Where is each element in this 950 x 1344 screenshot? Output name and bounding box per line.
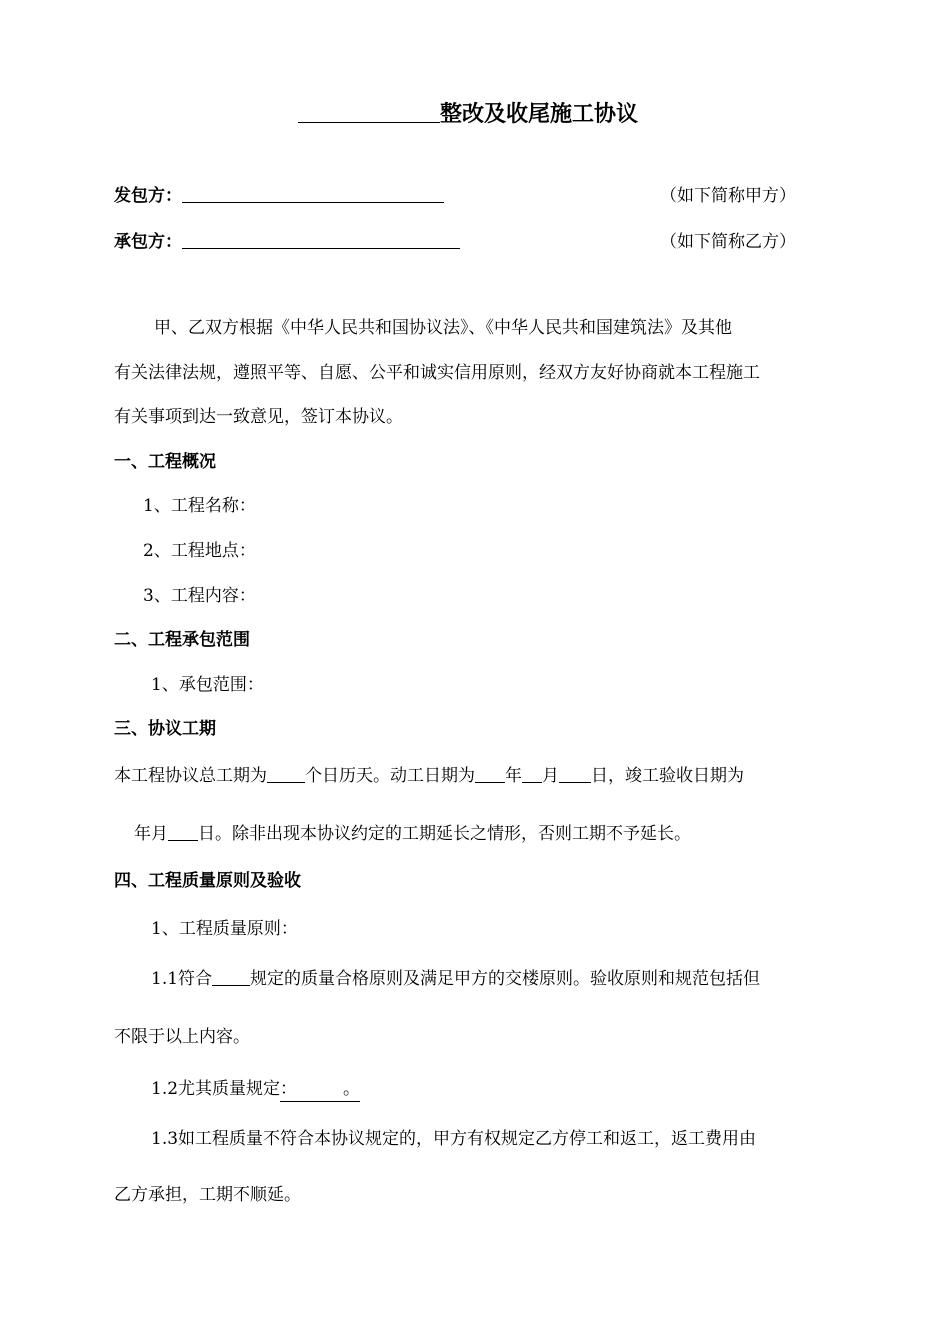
special-quality-blank: ： 。 <box>280 1077 360 1102</box>
schedule-line-2: 年月 日。除非出现本协议约定的工期延长之情形，否则工期不予延长。 <box>134 824 691 844</box>
start-year-blank <box>475 764 505 783</box>
start-month-blank <box>522 764 542 783</box>
contractor-note: （如下简称乙方） <box>660 232 796 252</box>
employer-line <box>114 184 444 208</box>
total-days-blank <box>267 764 305 783</box>
document-title <box>298 98 638 130</box>
start-day-blank <box>559 764 591 783</box>
clause-1-2: 1.2尤其质量规定： 。 <box>151 1077 360 1102</box>
intro-line-3: 有关事项到达一致意见，签订本协议。 <box>114 407 403 427</box>
section-2-heading: 二、工程承包范围 <box>114 630 250 650</box>
section-4-item-1: 1、工程质量原则： <box>151 919 298 939</box>
intro-line-2: 有关法律法规，遵照平等、自愿、公平和诚实信用原则，经双方友好协商就本工程施工 <box>114 363 760 383</box>
standard-blank <box>212 967 250 986</box>
section-1-item-3: 3、工程内容： <box>143 586 256 606</box>
contractor-line <box>114 230 460 254</box>
clause-1-1-line-2: 不限于以上内容。 <box>114 1027 250 1047</box>
completion-day-blank <box>168 822 198 841</box>
section-2-item-1: 1、承包范围： <box>151 675 264 695</box>
section-1-heading: 一、工程概况 <box>114 452 216 472</box>
contractor-label: 承包方： <box>114 232 182 252</box>
employer-label: 发包方： <box>114 186 182 206</box>
title-blank <box>298 98 440 123</box>
section-4-heading: 四、工程质量原则及验收 <box>114 871 301 891</box>
clause-1-3-line-1: 1.3如工程质量不符合本协议规定的，甲方有权规定乙方停工和返工，返工费用由 <box>151 1129 757 1149</box>
clause-1-3-line-2: 乙方承担，工期不顺延。 <box>114 1185 301 1205</box>
clause-1-1-line-1: 1.1符合 规定的质量合格原则及满足甲方的交楼原则。验收原则和规范包括但 <box>151 969 761 989</box>
schedule-line-1: 本工程协议总工期为 个日历天。动工日期为 年 月 日，竣工验收日期为 <box>114 766 744 786</box>
employer-note: （如下简称甲方） <box>660 186 796 206</box>
employer-blank <box>182 184 444 203</box>
section-3-heading: 三、协议工期 <box>114 719 216 739</box>
contractor-blank <box>182 230 460 249</box>
intro-line-1: 甲、乙双方根据《中华人民共和国协议法》、《中华人民共和国建筑法》及其他 <box>154 318 732 338</box>
title-text: 整改及收尾施工协议 <box>440 102 639 127</box>
section-1-item-2: 2、工程地点： <box>143 541 256 561</box>
section-1-item-1: 1、工程名称： <box>143 496 256 516</box>
